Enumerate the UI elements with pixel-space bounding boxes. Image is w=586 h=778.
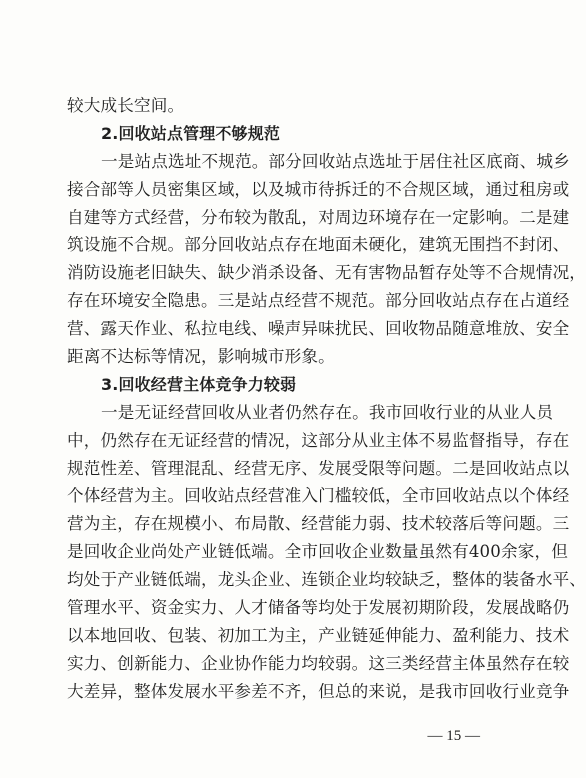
paragraph-line: 实力、创新能力、企业协作能力均较弱。这三类经营主体虽然存在较: [67, 653, 570, 673]
paragraph-line: 接合部等人员密集区域，以及城市待拆迁的不合规区域，通过租房或: [67, 179, 570, 199]
paragraph-line: 一是站点选址不规范。部分回收站点选址于居住社区底商、城乡: [101, 151, 570, 171]
page-number: — 15 —: [427, 728, 480, 744]
section-heading: 2.回收站点管理不够规范: [101, 123, 281, 143]
paragraph-line: 管理水平、资金实力、人才储备等均处于发展初期阶段，发展战略仍: [67, 598, 570, 618]
paragraph-line: 营为主，存在规模小、布局散、经营能力弱、技术较落后等问题。三: [67, 514, 570, 534]
paragraph-line: 规范性差、管理混乱、经营无序、发展受限等问题。二是回收站点以: [67, 458, 570, 478]
paragraph-line: 距离不达标等情况，影响城市形象。: [67, 347, 335, 367]
paragraph-line: 是回收企业尚处产业链低端。全市回收企业数量虽然有400余家，但: [67, 542, 568, 562]
paragraph-line: 营、露天作业、私拉电线、噪声异味扰民、回收物品随意堆放、安全: [67, 319, 570, 339]
paragraph-line: 均处于产业链低端，龙头企业、连锁企业均较缺乏，整体的装备水平、: [67, 570, 586, 590]
paragraph-line: 较大成长空间。: [67, 96, 185, 115]
paragraph-line: 大差异，整体发展水平参差不齐，但总的来说，是我市回收行业竞争: [67, 681, 570, 701]
paragraph-line: 中，仍然存在无证经营的情况，这部分从业主体不易监督指导，存在: [67, 430, 570, 450]
paragraph-line: 筑设施不合规。部分回收站点存在地面未硬化，建筑无围挡不封闭、: [67, 235, 570, 255]
paragraph-line: 自建等方式经营，分布较为散乱，对周边环境存在一定影响。二是建: [67, 207, 570, 227]
paragraph-line: 以本地回收、包装、初加工为主，产业链延伸能力、盈利能力、技术: [67, 625, 570, 645]
paragraph-line: 个体经营为主。回收站点经营准入门槛较低，全市回收站点以个体经: [67, 486, 570, 506]
paragraph-line: 消防设施老旧缺失、缺少消杀设备、无有害物品暂存处等不合规情况，: [67, 263, 586, 283]
paragraph-line: 一是无证经营回收从业者仍然存在。我市回收行业的从业人员: [101, 402, 554, 422]
document-body: [67, 92, 586, 706]
paragraph-line: 存在环境安全隐患。三是站点经营不规范。部分回收站点存在占道经: [67, 291, 570, 311]
section-heading: 3.回收经营主体竞争力较弱: [101, 374, 297, 394]
